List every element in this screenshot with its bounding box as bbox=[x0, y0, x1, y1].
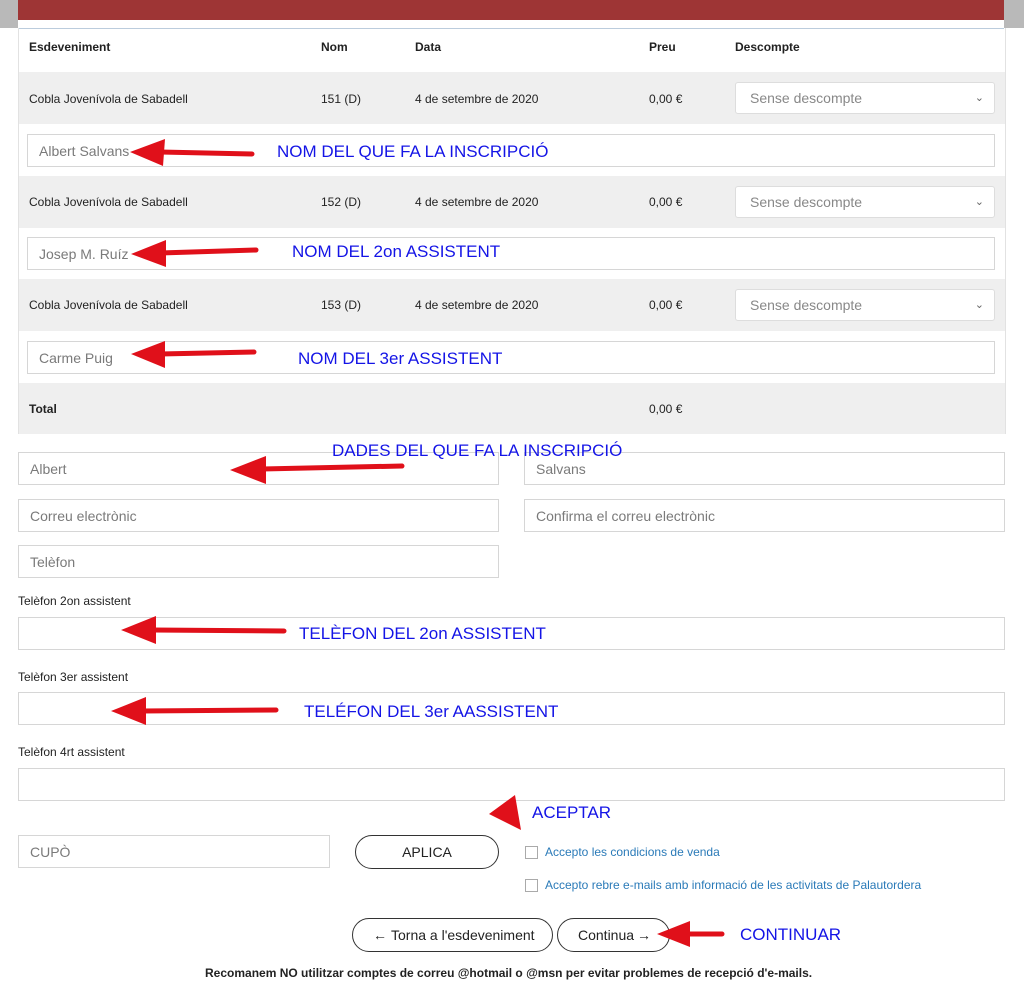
continue-button-label: Continua bbox=[578, 927, 635, 943]
first-name-value: Albert bbox=[30, 461, 67, 477]
chevron-down-icon: ⌄ bbox=[974, 196, 984, 208]
event-date: 4 de setembre de 2020 bbox=[415, 195, 539, 209]
accept-emails-checkbox[interactable] bbox=[525, 879, 538, 892]
attendee-name-value: Albert Salvans bbox=[39, 143, 130, 159]
accept-terms-checkbox[interactable] bbox=[525, 846, 538, 859]
attendee-name-input[interactable] bbox=[27, 237, 995, 270]
event-name: Cobla Jovenívola de Sabadell bbox=[29, 298, 188, 312]
annotation-phone2: TELÈFON DEL 2on ASSISTENT bbox=[299, 624, 546, 643]
annotation-registrant-name: NOM DEL QUE FA LA INSCRIPCIÓ bbox=[277, 142, 549, 161]
total-value: 0,00 € bbox=[649, 402, 683, 416]
table-row bbox=[19, 279, 1005, 331]
email-field[interactable] bbox=[18, 499, 499, 532]
attendee-row bbox=[19, 228, 1005, 280]
phone3-label: Telèfon 3er assistent bbox=[18, 670, 129, 684]
seat-number: 153 (D) bbox=[321, 298, 362, 312]
phone4-field[interactable] bbox=[18, 768, 1005, 801]
order-table bbox=[18, 28, 1006, 434]
header-bar bbox=[18, 0, 1004, 20]
table-row bbox=[19, 176, 1005, 228]
chevron-down-icon: ⌄ bbox=[974, 299, 984, 311]
accept-terms-label[interactable]: Accepto les condicions de venda bbox=[545, 845, 720, 859]
coupon-input[interactable] bbox=[18, 835, 330, 868]
discount-select-value: Sense descompte bbox=[750, 90, 863, 106]
email-placeholder: Correu electrònic bbox=[30, 508, 137, 524]
header-event: Esdeveniment bbox=[29, 40, 111, 54]
phone-field[interactable] bbox=[18, 545, 499, 578]
attendee-name-input[interactable] bbox=[27, 341, 995, 374]
email-confirm-placeholder: Confirma el correu electrònic bbox=[536, 508, 715, 524]
discount-select-value: Sense descompte bbox=[750, 297, 863, 313]
header-nom: Nom bbox=[321, 40, 348, 54]
phone4-label: Telèfon 4rt assistent bbox=[18, 745, 125, 759]
annotation-phone3: TELÉFON DEL 3er AASSISTENT bbox=[304, 702, 559, 721]
event-name: Cobla Jovenívola de Sabadell bbox=[29, 92, 188, 106]
attendee-name-value: Josep M. Ruíz bbox=[39, 246, 129, 262]
header-descompte: Descompte bbox=[735, 40, 800, 54]
event-date: 4 de setembre de 2020 bbox=[415, 298, 539, 312]
price: 0,00 € bbox=[649, 298, 683, 312]
email-warning-note: Recomanem NO utilitzar comptes de correu @hotmail o @msn per evitar problemes de recepció d'e-mails. bbox=[205, 966, 813, 980]
seat-number: 151 (D) bbox=[321, 92, 362, 106]
accept-emails-label[interactable]: Accepto rebre e-mails amb informació de les activitats de Palautordera bbox=[545, 878, 922, 892]
annotation-attendee2-name: NOM DEL 2on ASSISTENT bbox=[292, 242, 501, 261]
annotation-attendee3-name: NOM DEL 3er ASSISTENT bbox=[298, 349, 503, 368]
header-preu: Preu bbox=[649, 40, 676, 54]
apply-coupon-button[interactable]: APLICA bbox=[355, 835, 499, 869]
event-name: Cobla Jovenívola de Sabadell bbox=[29, 195, 188, 209]
arrow-left-icon: ← bbox=[373, 927, 387, 943]
event-date: 4 de setembre de 2020 bbox=[415, 92, 539, 106]
chevron-down-icon: ⌄ bbox=[974, 92, 984, 104]
annotation-continue: CONTINUAR bbox=[740, 925, 842, 944]
last-name-value: Salvans bbox=[536, 461, 586, 477]
phone-placeholder: Telèfon bbox=[30, 554, 76, 570]
table-header-row bbox=[19, 28, 1005, 72]
annotation-accept: ACEPTAR bbox=[532, 803, 612, 822]
seat-number: 152 (D) bbox=[321, 195, 362, 209]
coupon-placeholder: CUPÒ bbox=[30, 844, 71, 860]
attendee-row bbox=[19, 331, 1005, 383]
attendee-name-value: Carme Puig bbox=[39, 350, 113, 366]
arrow-right-icon: → bbox=[637, 927, 651, 943]
total-row bbox=[19, 383, 1005, 434]
discount-select[interactable] bbox=[735, 289, 995, 321]
discount-select-value: Sense descompte bbox=[750, 194, 863, 210]
total-label: Total bbox=[29, 402, 57, 416]
email-confirm-field[interactable] bbox=[524, 499, 1005, 532]
table-row bbox=[19, 72, 1005, 124]
price: 0,00 € bbox=[649, 195, 683, 209]
back-to-event-button[interactable] bbox=[352, 918, 553, 952]
price: 0,00 € bbox=[649, 92, 683, 106]
header-data: Data bbox=[415, 40, 442, 54]
annotation-registrant-data: DADES DEL QUE FA LA INSCRIPCIÓ bbox=[332, 441, 623, 460]
continue-button[interactable] bbox=[557, 918, 670, 952]
discount-select[interactable] bbox=[735, 82, 995, 114]
back-button-label: Torna a l'esdeveniment bbox=[391, 927, 535, 943]
discount-select[interactable] bbox=[735, 186, 995, 218]
phone2-label: Telèfon 2on assistent bbox=[18, 594, 131, 608]
